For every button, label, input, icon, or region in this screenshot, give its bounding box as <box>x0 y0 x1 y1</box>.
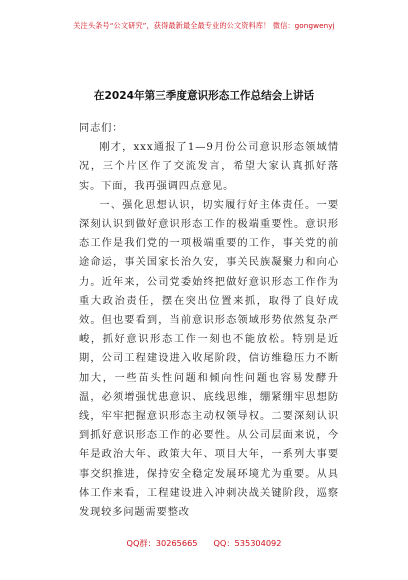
qq-number: QQ：535304092 <box>213 538 282 548</box>
qq-group-number: QQ群：30265665 <box>126 538 198 548</box>
paragraph-2: 一、强化思想认识，切实履行好主体责任。一要深刻认识到做好意识形态工作的极端重要性。意识形态工作是我们党的一项极端重要的工作，事关党的前途命运，事关国家长治久安，事关民族凝聚力和向心力。近年来，公司党委始终把做好意识形态工作作为重大政治责任，摆在突出位置来抓，取得了良好成效。但也要看到，当前意识形态领域形势依然复杂严峻，抓好意识形态工作一刻也不能放松。特别是近期，公司工程建设进入收尾阶段，信访维稳压力不断加大，一些苗头性问题和倾向性问题也容易发酵升温，必须增强忧患意识、底线思维，绷紧绷牢思想防线，牢牢把握意识形态主动权领导权。二要深刻认识到抓好意识形态工作的必要性。从公司层面来说，今年是政治大年、政策大年、项目大年，一系列大事要事交织推进，保持安全稳定发展环境尤为重要。从具体工作来看，工程建设进入冲刺决战关键阶段，巡察发现较多问题需要整改 <box>79 199 339 519</box>
salutation: 同志们： <box>79 123 124 134</box>
footer-contact <box>0 538 408 549</box>
document-title: 在2024年第三季度意识形态工作总结会上讲话 <box>93 90 315 102</box>
header-banner: 关注头条号“公文研究”，获得最新最全最专业的公文资料库！ 微信：gongwenyj <box>73 21 335 30</box>
document-body <box>79 119 339 522</box>
paragraph-1: 刚才，xxx通报了1—9月份公司意识形态领域情况，三个片区作了交流发言，希望大家认真抓好落实。下面，我再强调四点意见。 <box>79 142 339 192</box>
